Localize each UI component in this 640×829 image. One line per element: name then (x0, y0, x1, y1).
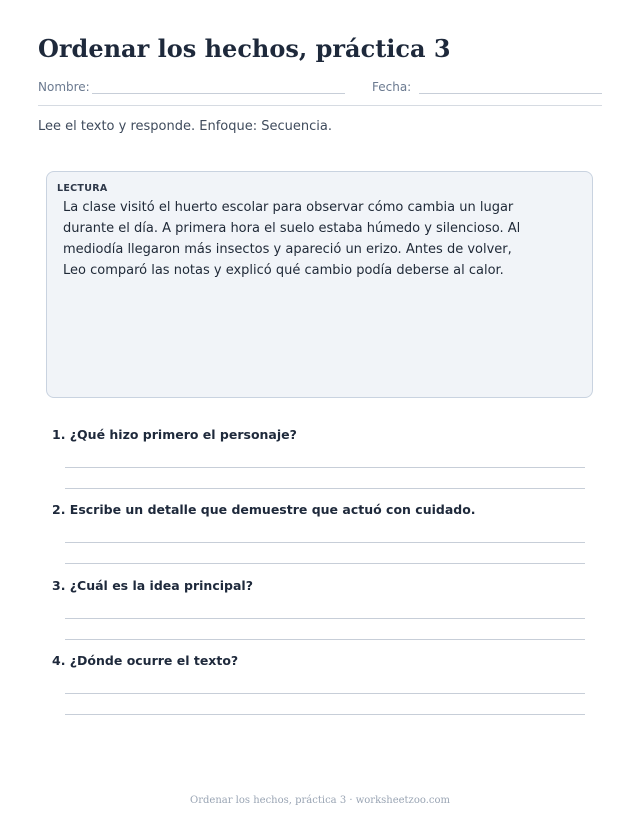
header-divider (38, 105, 602, 106)
question-3 (52, 578, 592, 593)
answer-line[interactable] (65, 714, 585, 715)
page-title: Ordenar los hechos, práctica 3 (38, 34, 451, 63)
page-footer: Ordenar los hechos, práctica 3 · worksheetzoo.com (190, 795, 450, 806)
name-label: Nombre: (38, 80, 90, 94)
date-label: Fecha: (372, 80, 412, 94)
answer-line[interactable] (65, 693, 585, 694)
reading-text: La clase visitó el huerto escolar para observar cómo cambia un lugar durante el día. A primera hora el suelo estaba húmedo y silencioso. Al mediodía llegaron más insectos y apareció un erizo. Antes de volver, Leo comparó las notas y explicó qué cambio podía deberse al calor. (63, 200, 521, 278)
name-field[interactable] (92, 93, 345, 94)
instructions: Lee el texto y responde. Enfoque: Secuencia. (38, 119, 332, 134)
question-text: 4. ¿Dónde ocurre el texto? (52, 653, 239, 668)
answer-line[interactable] (65, 467, 585, 468)
date-field[interactable] (419, 93, 602, 94)
question-text: 2. Escribe un detalle que demuestre que actuó con cuidado. (52, 502, 476, 517)
answer-line[interactable] (65, 563, 585, 564)
answer-line[interactable] (65, 639, 585, 640)
name-date-row (38, 80, 602, 98)
question-4 (52, 653, 592, 668)
answer-line[interactable] (65, 618, 585, 619)
question-text: 3. ¿Cuál es la idea principal? (52, 578, 253, 593)
question-2 (52, 502, 592, 517)
answer-line[interactable] (65, 488, 585, 489)
reading-box (46, 171, 593, 398)
reading-label: LECTURA (57, 183, 108, 194)
answer-line[interactable] (65, 542, 585, 543)
question-text: 1. ¿Qué hizo primero el personaje? (52, 427, 297, 442)
question-1 (52, 427, 592, 442)
